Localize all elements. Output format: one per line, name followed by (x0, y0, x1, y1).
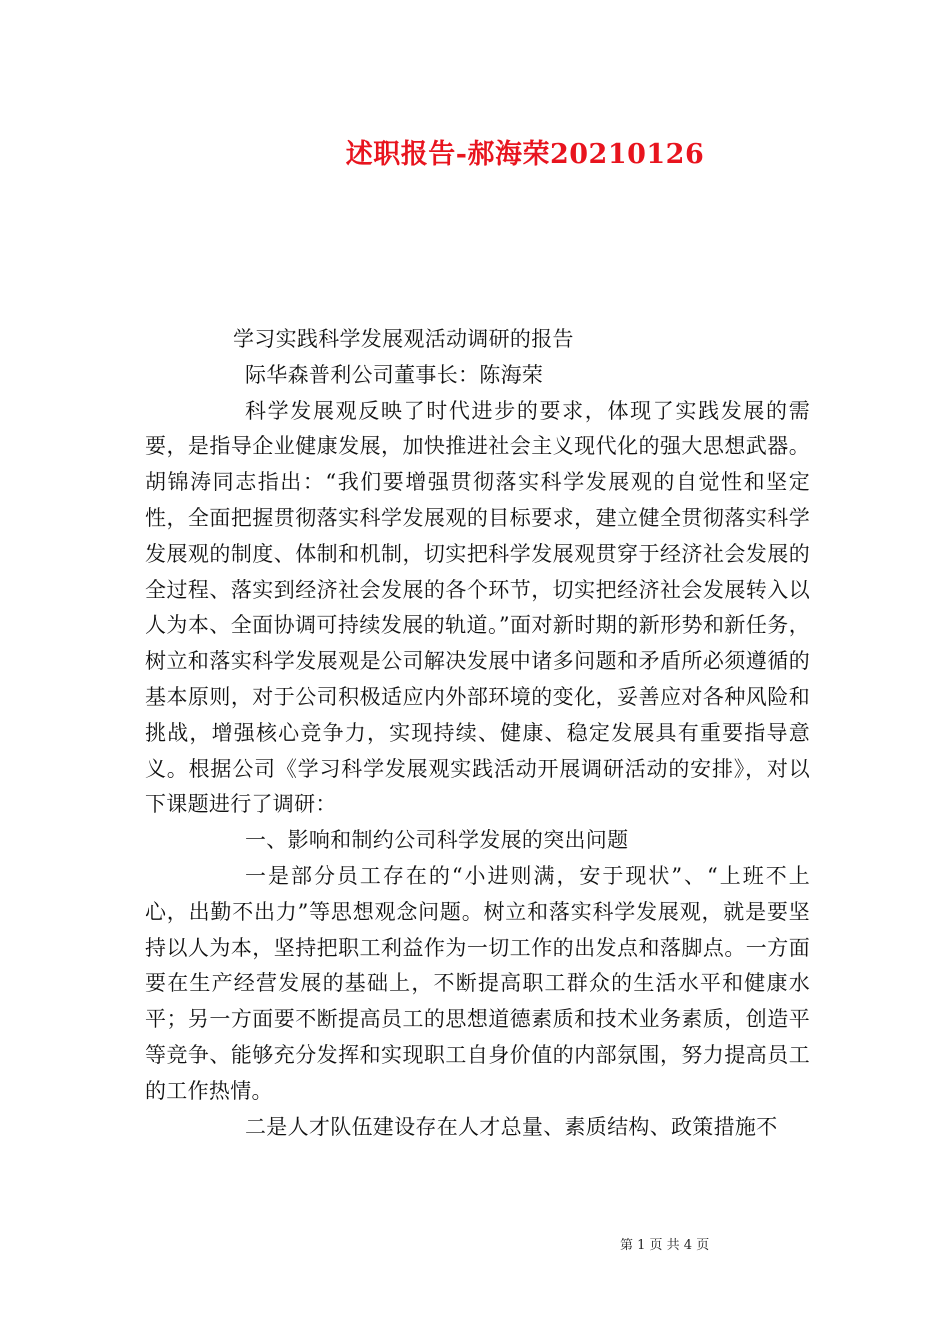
document-body (145, 322, 810, 1145)
report-subject-line: 学习实践科学发展观活动调研的报告 (233, 327, 574, 351)
document-title: 述职报告-郝海荣20210126 (345, 139, 705, 170)
report-author-line: 际华森普利公司董事长：陈海荣 (245, 362, 544, 387)
body-paragraph-intro: 科学发展观反映了时代进步的要求，体现了实践发展的需要，是指导企业健康发展，加快推进社会主义现代化的强大思想武器。胡锦涛同志指出：“我们要增强贯彻落实科学发展观的自觉性和坚定性，全面把握贯彻落实科学发展观的目标要求，建立健全贯彻落实科学发展观的制度、体制和机制，切实把科学发展观贯穿于经济社会发展的全过程、落实到经济社会发展的各个环节，切实把经济社会发展转入以人为本、全面协调可持续发展的轨道。”面对新时期的新形势和新任务，树立和落实科学发展观是公司解决发展中诸多问题和矛盾所必须遵循的基本原则，对于公司积极适应内外部环境的变化，妥善应对各种风险和挑战，增强核心竞争力，实现持续、健康、稳定发展具有重要指导意义。根据公司《学习科学发展观实践活动开展调研活动的安排》，对以下课题进行了调研： (145, 398, 810, 817)
section-heading: 一、影响和制约公司科学发展的突出问题 (245, 828, 629, 853)
page-number-footer: 第 1 页 共 4 页 (620, 1238, 710, 1253)
body-paragraph-point-two: 二是人才队伍建设存在人才总量、素质结构、政策措施不 (245, 1114, 778, 1139)
body-paragraph-point-one: 一是部分员工存在的“小进则满，安于现状”、“上班不上心，出勤不出力”等思想观念问题。树立和落实科学发展观，就是要坚持以人为本，坚持把职工利益作为一切工作的出发点和落脚点。一方面要在生产经营发展的基础上，不断提高职工群众的生活水平和健康水平；另一方面要不断提高员工的思想道德素质和技术业务素质，创造平等竞争、能够充分发挥和实现职工自身价值的内部氛围，努力提高员工的工作热情。 (145, 863, 810, 1103)
